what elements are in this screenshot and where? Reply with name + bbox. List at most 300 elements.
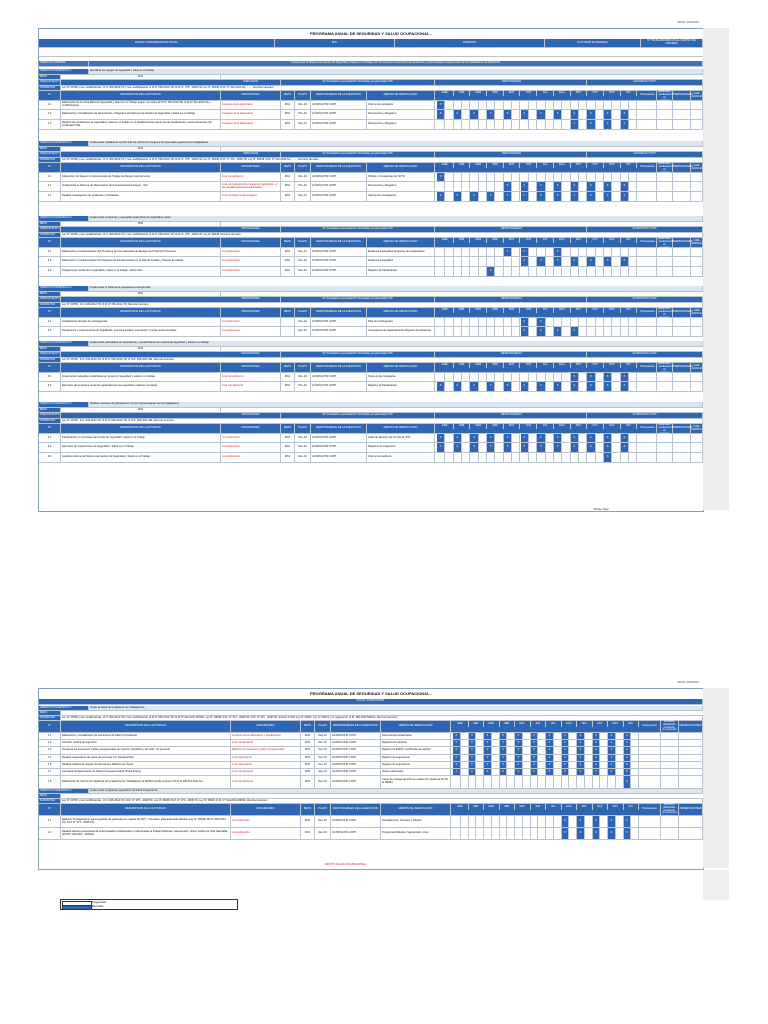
month-cell-programado: X (469, 747, 477, 754)
presupuesto-label: PRESUPUESTO (40, 413, 60, 417)
month-cell-ejecutado (616, 776, 624, 788)
month-cell-ejecutado (512, 434, 520, 442)
table-row (39, 776, 703, 789)
month-cell-ejecutado (629, 318, 637, 326)
row-num: 2.3 (39, 192, 61, 201)
column-header-ind: INDICADORES (221, 363, 281, 372)
row-avance-cell (691, 373, 703, 381)
month-cell-programado (454, 318, 462, 326)
month-cell-ejecutado (512, 182, 520, 191)
row-plazo: Dec-19 (295, 382, 311, 391)
month-cell-programado: X (521, 327, 529, 336)
month-cell-programado: X (437, 382, 445, 391)
month-header: MAR (470, 308, 487, 313)
row-ind: A avance de la elaboración y actualización (231, 733, 301, 739)
month-cell-programado (487, 120, 495, 129)
column-header-meta: META (281, 163, 295, 172)
month-cell-programado: X (487, 110, 495, 119)
column-header-resp: RESPONSABLES DE LA EJECUCION (311, 91, 367, 100)
month-cell-programado: X (537, 382, 545, 391)
month-cell-programado: X (437, 443, 445, 452)
month-cell-programado (487, 101, 495, 109)
presupuesto-label: PRESUPUESTO (40, 80, 60, 84)
month-cell-programado (454, 327, 462, 336)
month-header: ENE (437, 424, 454, 429)
month-cell-programado (604, 248, 612, 256)
month-cell-programado: X (587, 182, 595, 191)
row-desc: Actualización del plan de contingencias (61, 318, 221, 326)
month-header: ABR (487, 238, 504, 243)
month-header: JUL (537, 238, 554, 243)
month-cell-programado: X (621, 192, 629, 201)
month-cell-ejecutado (579, 373, 587, 381)
column-header-num: Nº (39, 91, 61, 100)
month-cell-ejecutado (546, 267, 554, 276)
month-cell-programado (500, 828, 508, 839)
month-cell-ejecutado (445, 373, 453, 381)
month-cell-ejecutado (579, 110, 587, 119)
month-cell-programado: X (537, 192, 545, 201)
month-cell-ejecutado (529, 327, 537, 336)
row-estado-cell (657, 257, 673, 266)
month-cell-ejecutado (596, 453, 604, 462)
month-cell-ejecutado (495, 120, 503, 129)
row-resp: GCSP/GCPS/ CCPP (331, 762, 381, 768)
month-cell-programado: X (531, 740, 539, 746)
row-ind: A de seguimiento (231, 762, 301, 768)
normativa-text: Ley N° 29783 y sus modificatorias , D.S. 005-2012-TR, R.M. N° 375 - 2008-TR, Ley N° 28048, R.M. N° 374 - 2008-TR, Ley N° 28048, R.M. N° 312-2011 MINSA, Recurso Humano (61, 799, 703, 803)
normativa-label: NORMATIVA (39, 233, 61, 237)
month-cell-programado (504, 267, 512, 276)
month-cell-ejecutado (546, 248, 554, 256)
month-cell-ejecutado (569, 733, 577, 739)
row-num: 1.5 (39, 762, 61, 768)
row-estado-cell (661, 828, 679, 839)
row-meta: 90% (281, 453, 295, 462)
month-cell-ejecutado (579, 434, 587, 442)
monto-total: Monto Total (594, 507, 609, 511)
month-cell-programado (537, 453, 545, 462)
month-cell-programado (504, 327, 512, 336)
row-meta (281, 318, 295, 326)
row-avance-cell (691, 434, 703, 442)
month-cell-ejecutado (461, 769, 469, 775)
month-header: FEB (454, 163, 471, 168)
row-meta: 90% (281, 443, 295, 452)
month-cell-ejecutado (462, 373, 470, 381)
month-cell-programado: X (504, 182, 512, 191)
month-header: MAY (515, 721, 531, 727)
month-cell-programado: X (604, 182, 612, 191)
row-meta: 90% (301, 816, 315, 827)
presupuesto-label: PRESUPUESTO (40, 152, 60, 156)
month-cell-programado (487, 373, 495, 381)
row-desc: Campaña Fortalecimiento de Salud (Consejería Salud Virtual Física) (61, 769, 231, 775)
month-cell-programado: X (537, 327, 545, 336)
row-plazo: Dec-19 (295, 101, 311, 109)
month-cell-ejecutado (612, 267, 620, 276)
month-cell-programado: X (437, 101, 445, 109)
month-cell-ejecutado (546, 453, 554, 462)
row-obs-cell (673, 120, 691, 129)
month-cell-ejecutado (479, 248, 487, 256)
month-header: ABR (487, 91, 504, 96)
month-cell-ejecutado (512, 173, 520, 181)
row-avance-cell (691, 192, 703, 201)
table-row (39, 327, 703, 337)
month-cell-ejecutado (585, 828, 593, 839)
month-cell-ejecutado (629, 120, 637, 129)
month-cell-programado: X (587, 110, 595, 119)
month-cell-programado: X (454, 382, 462, 391)
month-cell-ejecutado (538, 762, 546, 768)
month-cell-programado: X (500, 733, 508, 739)
meta-value: 90% (61, 147, 221, 151)
month-cell-ejecutado (596, 434, 604, 442)
month-cell-programado: X (453, 740, 461, 746)
month-cell-ejecutado (596, 248, 604, 256)
month-cell-ejecutado (554, 769, 562, 775)
month-header: ABR (487, 308, 504, 313)
row-ind: A avance de la elaboracion (221, 120, 281, 129)
column-header-obs: OBSERVACIONES (679, 721, 703, 732)
month-cell-ejecutado (612, 373, 620, 381)
column-header-presup: Presupuesto (639, 238, 657, 247)
month-cell-programado: X (621, 443, 629, 452)
row-resp: GCSP/GCPS/ CCPP (331, 816, 381, 827)
row-plazo: Dec-19 (315, 776, 331, 788)
row-presup-cell (639, 762, 661, 768)
row-plazo: Dec-19 (295, 443, 311, 452)
meta-label: META (39, 347, 61, 351)
month-cell-ejecutado (512, 110, 520, 119)
month-cell-ejecutado (554, 755, 562, 761)
month-cell-ejecutado (554, 776, 562, 788)
row-presup-cell (639, 434, 657, 442)
month-header: ENE (453, 804, 469, 810)
month-header: FEB (454, 238, 471, 243)
month-cell-programado (470, 373, 478, 381)
month-cell-programado: X (537, 110, 545, 119)
month-cell-ejecutado (562, 382, 570, 391)
month-cell-ejecutado (596, 443, 604, 452)
month-cell-ejecutado (462, 382, 470, 391)
normativa-label: NORMATIVA (39, 303, 61, 307)
month-cell-programado (470, 267, 478, 276)
row-ind: A de controles implementados (221, 192, 281, 201)
month-cell-ejecutado (492, 755, 500, 761)
month-cell-programado (571, 101, 579, 109)
month-cell-programado: X (624, 816, 632, 827)
presupuesto-label: PRESUPUESTO (40, 352, 60, 356)
month-header: AGO (554, 308, 571, 313)
month-header: JUL (537, 91, 554, 96)
row-plazo: Dec-19 (295, 453, 311, 462)
month-cell-ejecutado (562, 173, 570, 181)
month-cell-ejecutado (523, 769, 531, 775)
month-cell-ejecutado (629, 110, 637, 119)
month-cell-ejecutado (476, 816, 484, 827)
month-cell-programado: X (624, 740, 632, 746)
month-cell-programado: X (621, 182, 629, 191)
row-meta: 90% (281, 248, 295, 256)
row-obs-cell (679, 755, 703, 761)
row-medio: Cronograma de Capacitaciones Registro de Asistencia (367, 327, 435, 336)
month-cell-ejecutado (616, 828, 624, 839)
corner-note: FECHA: 22/10/2021 (677, 21, 699, 24)
col-actividad: ACTIVIDAD ECONOMICA (545, 39, 641, 47)
scrollbar-thumb-area[interactable] (703, 870, 729, 900)
row-plazo: Dec-19 (295, 173, 311, 181)
row-obs-cell (673, 327, 691, 336)
month-cell-ejecutado (462, 327, 470, 336)
month-cell-ejecutado (445, 101, 453, 109)
row-desc: Ejecución del programa anual de capacitaciones de seguridad y salud en el trabajo (61, 382, 221, 391)
indicator-formula: (Nº Actividades ejecutadas/Nº Actividades programadas)*100 (281, 227, 435, 232)
row-estado-cell (657, 434, 673, 442)
indicator-label: INDICADORES (221, 352, 281, 357)
month-cell-ejecutado (479, 373, 487, 381)
month-cell-ejecutado (479, 443, 487, 452)
subtitle: SALUD OCUPACIONAL (39, 699, 703, 704)
column-header-estado: ESTADO (Realizado, pendiente, en proceso) (657, 159, 672, 174)
row-num: 1.8 (39, 776, 61, 788)
month-cell-programado: X (546, 762, 554, 768)
month-cell-ejecutado (629, 267, 637, 276)
col-domicilio: DOMICILIO (395, 39, 545, 47)
month-cell-ejecutado (492, 762, 500, 768)
month-cell-ejecutado (462, 248, 470, 256)
month-cell-programado (470, 327, 478, 336)
month-cell-ejecutado (529, 182, 537, 191)
row-resp: GCSP/GCPS/ CCPP (331, 755, 381, 761)
month-header: SET (571, 363, 588, 368)
row-estado-cell (661, 762, 679, 768)
month-cell-programado (537, 373, 545, 381)
month-header: JUL (537, 424, 554, 429)
month-cell-programado (504, 257, 512, 266)
row-resp: GCSP/GCPS/ CCPP (331, 769, 381, 775)
month-cell-programado: X (624, 828, 632, 839)
row-medio: Documentos actualizados (381, 733, 451, 739)
month-cell-programado: X (521, 182, 529, 191)
month-cell-ejecutado (585, 776, 593, 788)
row-presup-cell (639, 382, 657, 391)
month-cell-ejecutado (538, 755, 546, 761)
month-cell-ejecutado (461, 828, 469, 839)
month-header: JUN (521, 91, 538, 96)
objective-text: Implementar programas y campañas específicas de seguridad y salud (89, 216, 703, 221)
month-cell-ejecutado (529, 318, 537, 326)
month-cell-ejecutado (462, 434, 470, 442)
column-header-meta: META (281, 308, 295, 317)
month-cell-ejecutado (562, 443, 570, 452)
month-header: AGO (554, 91, 571, 96)
row-ind: A cumplimiento (221, 267, 281, 276)
column-header-meta: META (281, 238, 295, 247)
row-medio: Evidencia Fotográfica/ Registros de Capacitación (367, 248, 435, 256)
column-header-presup: Presupuesto (639, 721, 661, 732)
column-header-ind: INDICADORES (221, 424, 281, 433)
month-cell-programado: X (587, 443, 595, 452)
month-header: AGO (554, 238, 571, 243)
row-resp: GCSP/GCPS/ CCPP (311, 173, 367, 181)
scrollbar-track[interactable] (703, 28, 729, 510)
row-meta: 90% (301, 755, 315, 761)
month-cell-programado (454, 182, 462, 191)
scrollbar-track-2[interactable] (703, 688, 729, 868)
month-cell-ejecutado (512, 443, 520, 452)
month-cell-programado (454, 101, 462, 109)
responsable-value: GCSP/GCPS/ CCPP (587, 227, 703, 232)
monto-salud: MONTO SALUD OCUPACIONAL (325, 862, 367, 866)
row-resp: GCSP/GCPS/ CCPP (311, 382, 367, 391)
month-cell-ejecutado (616, 733, 624, 739)
month-cell-ejecutado (445, 318, 453, 326)
month-cell-ejecutado (495, 373, 503, 381)
month-cell-ejecutado (476, 769, 484, 775)
month-header: NOV (604, 238, 621, 243)
month-cell-ejecutado (596, 373, 604, 381)
month-cell-programado: X (515, 762, 523, 768)
month-cell-programado (487, 173, 495, 181)
month-cell-programado: X (515, 733, 523, 739)
row-presup-cell (639, 373, 657, 381)
month-header: NOV (604, 308, 621, 313)
month-cell-ejecutado (596, 318, 604, 326)
month-cell-programado: X (554, 443, 562, 452)
month-cell-ejecutado (600, 762, 608, 768)
month-cell-ejecutado (629, 443, 637, 452)
month-cell-ejecutado (629, 182, 637, 191)
month-cell-ejecutado (546, 192, 554, 201)
month-header: MAY (504, 363, 521, 368)
meta-value: 90% (61, 408, 221, 412)
normativa-label: NORMATIVA (39, 419, 61, 423)
month-cell-ejecutado (445, 192, 453, 201)
month-cell-programado: X (453, 747, 461, 754)
row-presup-cell (639, 192, 657, 201)
row-desc: Elaboración y Actualización de Documentos y Registros del Sistema de Gestión de Seguridad y Salud en el Trabajo (61, 110, 221, 119)
column-header-presup: Presupuesto (639, 163, 657, 172)
month-cell-programado: X (608, 740, 616, 746)
month-cell-ejecutado (546, 327, 554, 336)
month-cell-ejecutado (476, 733, 484, 739)
objective-label: OBJETIVO ESPECIFICO 6 (39, 402, 89, 407)
row-ind: A de seguimiento (231, 755, 301, 761)
row-ind: A cumplimiento (231, 816, 301, 827)
meta-label: META (39, 147, 61, 151)
month-cell-ejecutado (445, 248, 453, 256)
month-cell-ejecutado (629, 434, 637, 442)
column-header-estado: ESTADO (Realizado, pendiente, en proceso) (657, 234, 672, 249)
row-plazo: Dec-19 (315, 769, 331, 775)
month-cell-programado: X (537, 443, 545, 452)
row-meta: 90% (281, 120, 295, 129)
month-cell-programado: X (469, 740, 477, 746)
row-medio: Informe de Auditoría (367, 453, 435, 462)
month-cell-programado: X (437, 434, 445, 442)
objective-label: OBJETIVO ESPECIFICO 5 (39, 341, 89, 346)
column-header-ind: INDICADORES (231, 721, 301, 732)
column-header-num: Nº (39, 804, 61, 815)
month-cell-programado: X (453, 769, 461, 775)
month-cell-programado: X (577, 747, 585, 754)
month-cell-programado (437, 120, 445, 129)
month-cell-ejecutado (579, 182, 587, 191)
row-estado-cell (657, 443, 673, 452)
table-row (39, 101, 703, 110)
month-cell-ejecutado (596, 267, 604, 276)
row-medio: Informe de Investigación (367, 192, 435, 201)
month-cell-programado: X (484, 747, 492, 754)
table-row (39, 755, 703, 762)
month-cell-programado (470, 182, 478, 191)
month-cell-programado: X (577, 755, 585, 761)
month-cell-programado: X (504, 382, 512, 391)
normativa-label: NORMATIVA (39, 799, 61, 803)
month-cell-programado (531, 828, 539, 839)
row-desc: Auditoría Interna del Sistema de Gestión de Seguridad y Salud en el Trabajo (61, 453, 221, 462)
month-cell-ejecutado (616, 816, 624, 827)
month-cell-ejecutado (554, 747, 562, 754)
table-row (39, 443, 703, 453)
month-cell-ejecutado (631, 762, 639, 768)
month-cell-ejecutado (461, 776, 469, 788)
column-header-medio: MEDIOS DE VERIFICACION (367, 424, 435, 433)
month-cell-programado (554, 101, 562, 109)
month-cell-ejecutado (476, 747, 484, 754)
row-num: 1.1 (39, 101, 61, 109)
row-resp: GCSP/GCPS/ CCPP (311, 267, 367, 276)
row-ind: A de cumplimiento (221, 373, 281, 381)
month-cell-ejecutado (579, 267, 587, 276)
row-medio: Pólizas y Constancias de SCTR (367, 173, 435, 181)
column-header-resp: RESPONSABLES DE LA EJECUCION (311, 308, 367, 317)
table-row (39, 173, 703, 182)
month-header: MAY (515, 804, 531, 810)
row-medio: Registro de Participantes (367, 267, 435, 276)
column-header-plazo: PLAZO (315, 721, 331, 732)
month-cell-programado (521, 120, 529, 129)
month-cell-programado: X (624, 769, 632, 775)
month-cell-ejecutado (529, 101, 537, 109)
month-cell-programado: X (621, 110, 629, 119)
month-cell-programado: X (621, 434, 629, 442)
month-cell-ejecutado (538, 740, 546, 746)
row-desc: Realizar Investigación de Incidentes y Accidentes (61, 192, 221, 201)
month-cell-ejecutado (461, 733, 469, 739)
month-cell-ejecutado (585, 740, 593, 746)
month-cell-ejecutado (600, 755, 608, 761)
month-cell-programado: X (454, 443, 462, 452)
objective-label: OBJETIVO ESPECIFICO 3 (39, 216, 89, 221)
month-cell-programado (437, 327, 445, 336)
row-meta: 90% (281, 382, 295, 391)
month-cell-programado (470, 101, 478, 109)
month-cell-programado: X (554, 182, 562, 191)
month-cell-ejecutado (462, 101, 470, 109)
month-cell-programado (587, 248, 595, 256)
month-cell-ejecutado (631, 769, 639, 775)
column-header-obs: OBSERVACIONES (673, 91, 691, 100)
month-header: ABR (500, 721, 516, 727)
normativa-text: Ley N° 29783 , D.S. 005-2012-TR, R.M.N° 050-2013-TR, Recurso Humano (61, 303, 703, 307)
row-plazo: Dec-19 (295, 257, 311, 266)
month-cell-ejecutado (600, 816, 608, 827)
row-estado-cell (657, 373, 673, 381)
month-cell-ejecutado (600, 747, 608, 754)
